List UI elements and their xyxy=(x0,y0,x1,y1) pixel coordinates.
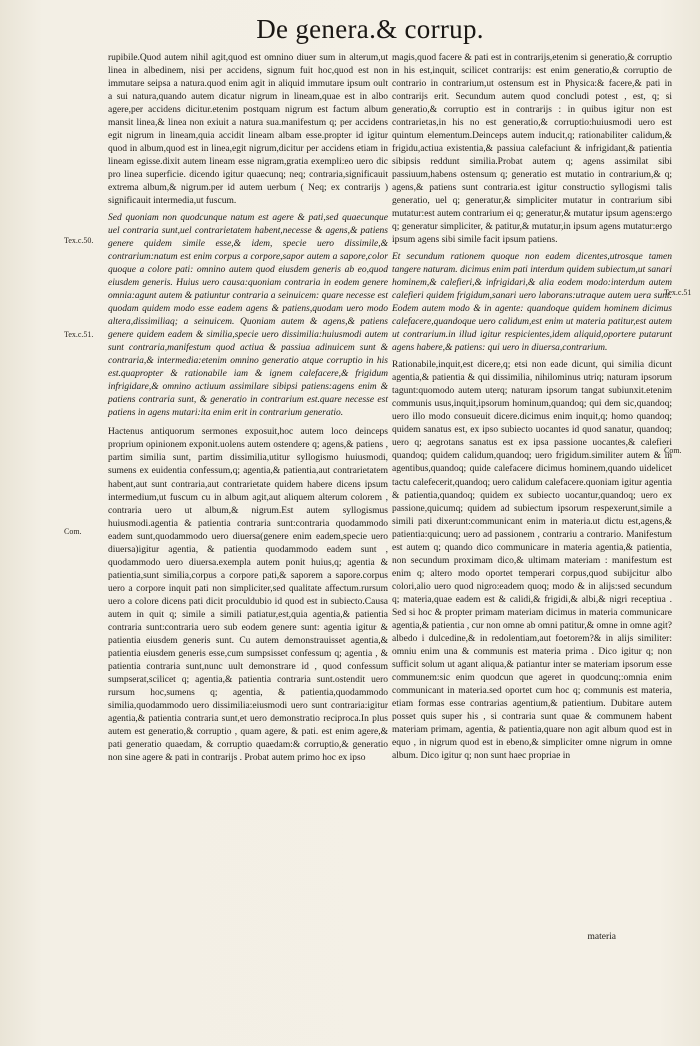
commentary-paragraph: Rationabile,inquit,est dicere,q; etsi non eade dicunt, qui similia dicunt agentia,& patientia & qui dissimilia, nihilominus utriq; naturam ipsorum tagunt:quomodo autem uterq; naturam ipsorum tangat subiunxit.etenim communis usus,inquit,ipsorum hominum,quandoq; qui dem sic,quandoq; uero illo modo consueuit dicere.dicimus enim inquit,q; homo quandoq; quidem sanatus est, ex ipso subiecto uocantes id quod sanatur, quandoq; uero q; aegrotans sanatus est ex ipsa passione uocantes,& calefieri quandoq; quidem calidum,quandoq; uero frigidum.similiter autem & in agentibus,quandoq; quide calefacere dicimus hominem,quando uidelicet tactu calefecerit,quandoq; uero calidum calefacere.quoniam igitur agentia & patientia,quandoq; quidem ex subiecto uocantur,quandoq; uero ex passione,quicumq; quidem ad subiectum ipsorum respexerunt,simile a simili pati dixerunt:communicant enim in materia.ut dictu est,agens,& patientia:quicunq; uero ad passionem , contrariu a contrario. Manifestum est autem q; quando dico communicare in materia agentia,& patientia, non secundum proximam dico,& ultimam materiam : manifestum est enim q; altero modo oportet temperari corpus,quod subijcitur albo colori,alio uero quod nigro:eadem quoq; modo & in alijs:sed secundum q; materia,quae eadem est & calidi,& frigidi,& albi,& nigri receptiua . Sed si hoc & propter primam materiam dicimus in materia communicare agentia,& patientia , cur non omne ab omni patitur,& omne in omne agit? albedo i dulcedine,& in redolentiam,aut foetorem?& in alijs similiter: omniu enim una & communis est materia prima . Dico igitur q; non sufficit solum ut agant aliqua,& patiantur inter se materiam ipsorum esse communem:sic enim quodcun que ageret in quodcunq;:omnia enim communicant in materia.sed oportet cum hoc q; communis est materia, etiam formas esse contrarias agentium,& patientium. Dubitare autem posset quis super his , si contraria sunt quae & communem habent materiam primam, agentia, & patientia,quare non agit album quod est in equo , in nigrum quod est in ebeno,& simpliciter omne nigrum in omne album. Dico igitur q; non sunt haec propriae in xyxy=(392,360,672,761)
commentary-paragraph: Hactenus antiquorum sermones exposuit,hoc autem loco deinceps proprium opinionem exponit.uolens autem ostendere q; agens,& patiens , partim similia sunt, partim dissimilia,utitur syllogismo huiusmodi, sumens ex euidentia confessum,q; agentia,& patientia,aut contrarietatem habent,aut sunt contraria,aut contrarietate quidem habere dicens ipsum intermedium,ut fuscum cu in album agit,aut aliquem alterum colorem , contraria uero ut album,& nigrum.Est autem syllogismus huiusmodi.agentia & patientia contraria sunt:contraria quodammodo eadem sunt,quodammodo uero diuersa(genere enim eadem,specie uero diuersa)igitur agentia, & patientia quodammodo eadem sunt , quodammodo uero diuersa.exempla autem ponit huius,q; agentia & patientia,sunt similia,corpus a corpore pati,& saporem a sapore.corpus uero a corpore inquit pati non simpliciter,sed qualitate affectum.rursum uero a colore dicens pati dicit proculdubio id quod est in subiecto.Causa autem in quit q; simile a simili patiatur,est,quia agentia,& patientia contraria sunt:contraria uero sub eodem genere sunt: agentia igitur & patientia eiusdem generis sunt. Cu autem demonstrauisset agentia,& patientia eiusdem generis esse,cum sumpsisset confessum q; agentia , & patientia contraria sunt,nunc uult demonstrare id , quod confessum sumpserat,scilicet q; agentia,& patientia contraria sunt.ostendit uero rursum hoc,sumens q; agentia, & patientia,quodammodo similia,quodammodo uero dissimilia:eiusmodi uero sunt contraria:igitur agentia,& patientia contraria sunt,et uero demonstratio reciproca.In plus autem est generatio,& corruptio , quam agere, & pati. est enim agere,& pati generatio quaedam, & corruptio quaedam:& corruptio,& generatio non sine agere & pati in contrarijs . Probat autem primo hoc ex ipso xyxy=(108,427,388,763)
catchword: materia xyxy=(587,932,616,942)
right-column xyxy=(392,52,672,763)
margin-note-commentary-right: Com. xyxy=(664,446,682,455)
commentary-paragraph: rupibile.Quod autem nihil agit,quod est omnino diuer sum in alterum,ut linea in albedinem, nisi per accidens, signum fuit hoc,quod est non immutare seipsa a natura.quod enim agit in aliquid immutare ipsum oult a sui natura,quando autem dicatur nigrum in lineam,quae est in albo agere,per accidens dicitur.etenim postquam nigrum est factum album mansit linea,& linea non exiuit a natura sua.manifestum q; per accidens egit nigrum in lineam,quia accidit lineam albam esse.propter id igitur quod in album,quod est in linea,egit nigrum,dicitur per accidens etiam in lineam egisse.dixit autem lineam esse nigram,gratia exempli:eo uero dic pro linea superficie. dicendo igitur quaecunq; neq; contraria,significauit extrema album,& nigrum.per id autem uerbum ( Neq; ex contrarijs ) significauit intermedia,ut fuscum. xyxy=(108,53,388,207)
margin-note-commentary: Com. xyxy=(64,527,82,536)
running-header: De genera.& corrup. xyxy=(256,14,484,44)
commentary-paragraph: magis,quod facere & pati est in contrarijs,etenim si generatio,& corruptio in his est,inquit, scilicet contrarijs: est enim generatio,& corruptio de contrario in contrarium,ut ostensum est in Physica:& facere,& pati in contrarijs erit. Secundum autem quod concludi potest , est, q; si generatio,& corruptio est in contrarijs : in quibus igitur non est contrarietas,in his no est generatio,& corruptio:huiusmodi uero est quintum elementum.Deinceps autem inducit,q; rationabiliter calidum,& frigidu,actiua existentia,& passiua calefaciunt & infrigidant,& patientia sibipsis reddunt similia.Probat autem q; agens assimilat sibi passiuum,habens ostensum q; generatio est mutatio in contrarium,& q; agens,& patiens sunt contraria.est igitur constructio syllogismi talis generatio, uel q; generatur,& simpliciter mutatur in contrarium sibi mutatur:est autem contrarium ei q; generatur,& mutatur ipsum agens:ergo q; generatur simpliciter, & patitur,& mutatur,in ipsum agens mutatur:ergo ipsum agens sibi simile facit ipsum patiens. xyxy=(392,53,672,246)
aristotle-text-paragraph: Sed quoniam non quodcunque natum est agere & pati,sed quaecunque uel contraria sunt,uel contrarietatem habent,necesse & agens,& patiens genere quidem simile esse,& idem, specie uero dissimile,& contrarium:natum est enim corpus a corpore,sapor autem a sapore,color quoque a colore pati: omnino autem quod eiusdem generis ab eo,quod eiusdem generis. Huius uero causa:quoniam contraria in eodem genere omnia:agunt autem & patiuntur contraria a seinuicem: quare necesse est quodam quidem modo esse eadem agens & patiens,quodam uero modo altera,dissimiliaq; a seinuicem. Quoniam autem & agens,& patiens genere quidem eadem & similia,specie uero dissimilia:huiusmodi autem sunt contraria,manifestum quod actiua & passiua adinuicem sunt & contraria,& intermedia:etenim omnino generatio atque corruptio in his est.quapropter & rationabile iam & ignem calefacere,& frigidum infrigidare,& omnino actiuum assimilare sibipsi patiens:agens enim & patiens contraria sunt, & generatio in contrarium est.quare necesse est patiens in agens mutari:ita enim erit in contrarium generatio. xyxy=(108,213,388,419)
aristotle-text-paragraph: Et secundum rationem quoque non eadem dicentes,utrosque tamen tangere naturam. dicimus enim pati interdum quidem subiectum,ut sanari hominem,& calefieri,& infrigidari,& alia eodem modo:interdum autem calefieri quidem frigidum,sanari uero laborans:utraque autem uera sunt. Eodem autem modo & in agente: quandoque quidem hominem dicimus calefacere,quandoque uero calidum,est enim ut materia patitur,est autem ut contrarium.in illud igitur respicientes,idem aliquid,oportere putarunt agens habere,& patiens: qui uero in diuersa,contrarium. xyxy=(392,252,672,354)
margin-note-text-51: Tex.c.51. xyxy=(64,330,94,339)
margin-note-text-51-right: Tex.c.51 xyxy=(664,288,692,297)
left-column xyxy=(108,52,388,765)
margin-note-text-50: Tex.c.50. xyxy=(64,236,94,245)
